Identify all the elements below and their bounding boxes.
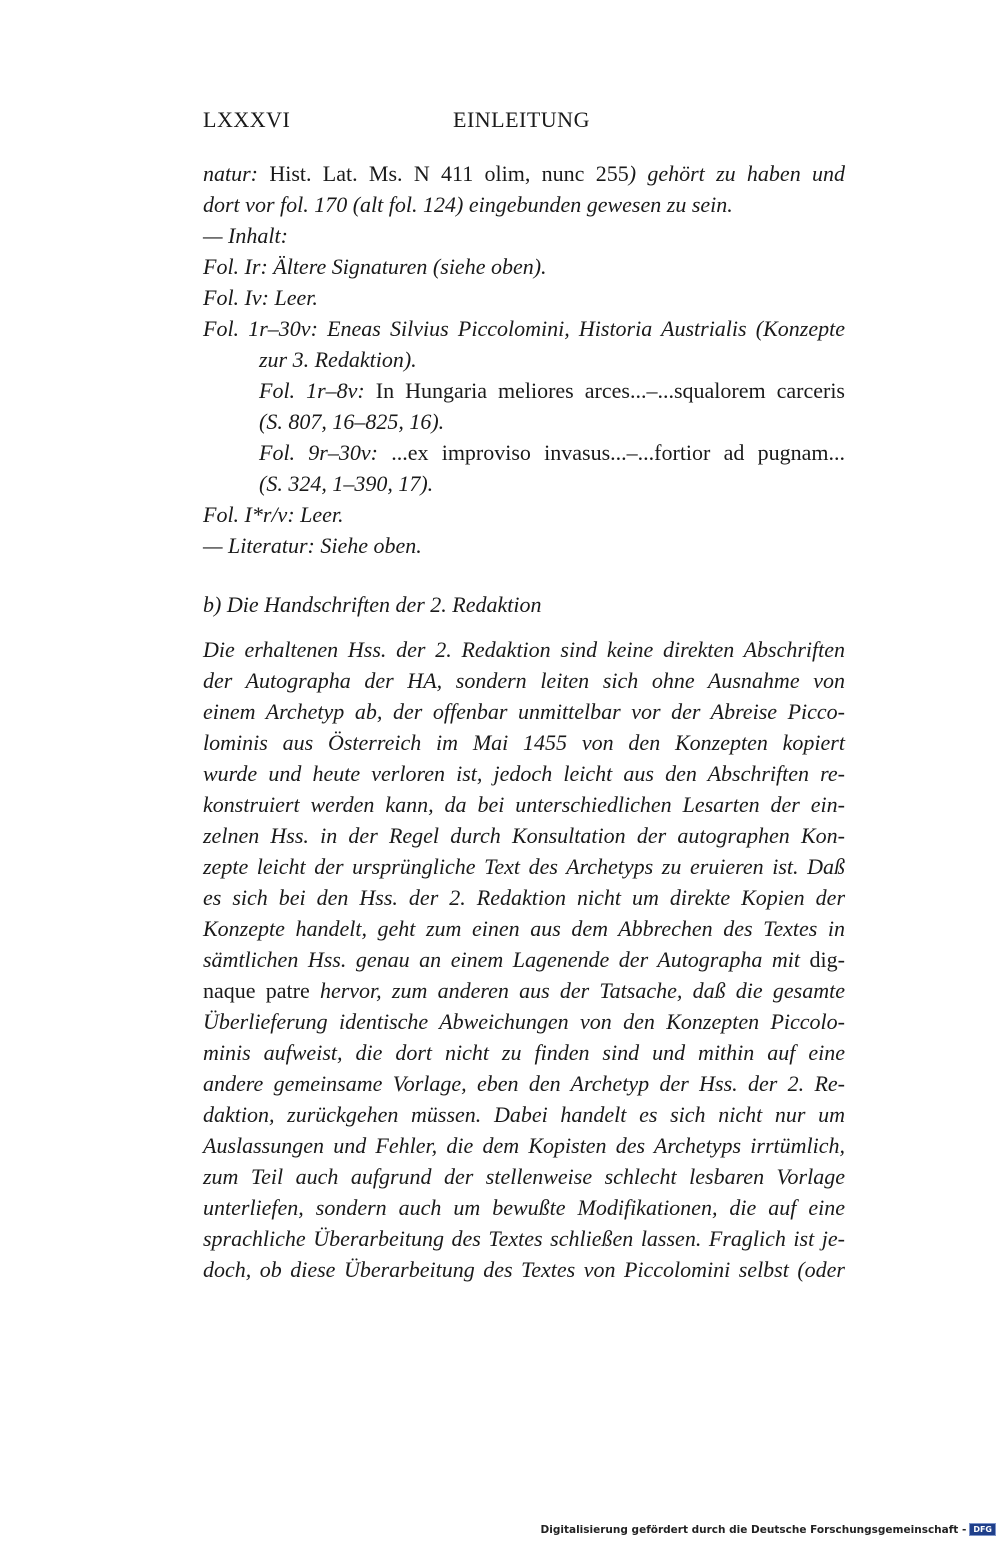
page-content	[203, 104, 845, 1285]
text-line: einem Archetyp ab, der offenbar unmittelbar vor der Abreise Picco-	[203, 699, 845, 724]
text-fragment: ...ex improviso invasus...–...fortior ad pugnam...	[377, 440, 845, 465]
text-fragment: Fol. 9r–30v:	[259, 440, 378, 465]
digitization-footer	[541, 1523, 996, 1536]
text-line: (S. 807, 16–825, 16).	[259, 409, 445, 434]
text-line: konstruiert werden kann, da bei unterschiedlichen Lesarten der ein-	[203, 792, 845, 817]
text-line: Fol. I*r/v: Leer.	[203, 502, 344, 527]
body-paragraph	[203, 634, 845, 1285]
text-line	[203, 437, 845, 468]
text-line	[203, 944, 845, 975]
text-line: — Literatur: Siehe oben.	[203, 533, 422, 558]
text-line: zepte leicht der ursprüngliche Text des Archetyps zu eruieren ist. Daß	[203, 854, 845, 879]
text-fragment: Fol. 1r–8v:	[259, 378, 365, 403]
text-line: es sich bei den Hss. der 2. Redaktion nicht um direkte Kopien der	[203, 885, 845, 910]
text-fragment: natur:	[203, 161, 258, 186]
dfg-logo: DFG	[969, 1523, 996, 1536]
text-line: unterliefen, sondern auch um bewußte Modifikationen, die auf eine	[203, 1195, 845, 1220]
text-line: Überlieferung identische Abweichungen von den Konzepten Piccolo-	[203, 1009, 845, 1034]
text-fragment: naque patre	[203, 978, 310, 1003]
text-line: lominis aus Österreich im Mai 1455 von den Konzepten kopiert	[203, 730, 845, 755]
running-header	[203, 104, 845, 138]
page-number: LXXXVI	[203, 107, 291, 132]
text-line: Konzepte handelt, geht zum einen aus dem Abbrechen des Textes in	[203, 916, 845, 941]
text-line: Fol. 1r–30v: Eneas Silvius Piccolomini, Historia Austrialis (Konzepte	[203, 316, 845, 341]
text-line: zelnen Hss. in der Regel durch Konsultation der autographen Kon-	[203, 823, 845, 848]
text-line: zur 3. Redaktion).	[259, 347, 417, 372]
text-line: Auslassungen und Fehler, die dem Kopisten des Archetyps irrtümlich,	[203, 1133, 845, 1158]
text-line: minis aufweist, die dort nicht zu finden sind und mithin auf eine	[203, 1040, 845, 1065]
text-line: Die erhaltenen Hss. der 2. Redaktion sind keine direkten Abschriften	[203, 637, 845, 662]
text-line: (S. 324, 1–390, 17).	[259, 471, 434, 496]
text-line: doch, ob diese Überarbeitung des Textes von Piccolomini selbst (oder	[203, 1257, 845, 1282]
text-line: Fol. Iv: Leer.	[203, 285, 318, 310]
text-fragment: dig-	[809, 947, 845, 972]
text-line: Fol. Ir: Ältere Signaturen (siehe oben).	[203, 254, 547, 279]
text-fragment: In Hungaria meliores arces...–...squalorem carceris	[364, 378, 845, 403]
text-line: — Inhalt:	[203, 223, 288, 248]
text-fragment: sämtlichen Hss. genau an einem Lagenende der Autographa mit	[203, 947, 801, 972]
text-line	[203, 975, 845, 1006]
text-line	[203, 375, 845, 406]
text-fragment: Hist. Lat. Ms. N 411 olim, nunc 255	[269, 161, 629, 186]
text-line: sprachliche Überarbeitung des Textes schließen lassen. Fraglich ist je-	[203, 1226, 845, 1251]
running-title: EINLEITUNG	[453, 107, 590, 132]
section-heading: b) Die Handschriften der 2. Redaktion	[203, 592, 542, 617]
text-line: daktion, zurückgehen müssen. Dabei handelt es sich nicht nur um	[203, 1102, 845, 1127]
footer-text: Digitalisierung gefördert durch die Deutsche Forschungsgemeinschaft -	[540, 1523, 967, 1536]
text-line: zum Teil auch aufgrund der stellenweise schlecht lesbaren Vorlage	[203, 1164, 845, 1189]
text-fragment: hervor, zum anderen aus der Tatsache, daß die gesamte	[319, 978, 846, 1003]
text-line: wurde und heute verloren ist, jedoch leicht aus den Abschriften re-	[203, 761, 845, 786]
text-fragment: ) gehört zu haben und	[628, 161, 845, 186]
text-line: dort vor fol. 170 (alt fol. 124) eingebunden gewesen zu sein.	[203, 192, 733, 217]
text-line: der Autographa der HA, sondern leiten sich ohne Ausnahme von	[203, 668, 845, 693]
text-line	[203, 158, 845, 189]
manuscript-description	[203, 158, 845, 561]
text-line: andere gemeinsame Vorlage, eben den Archetyp der Hss. der 2. Re-	[203, 1071, 845, 1096]
